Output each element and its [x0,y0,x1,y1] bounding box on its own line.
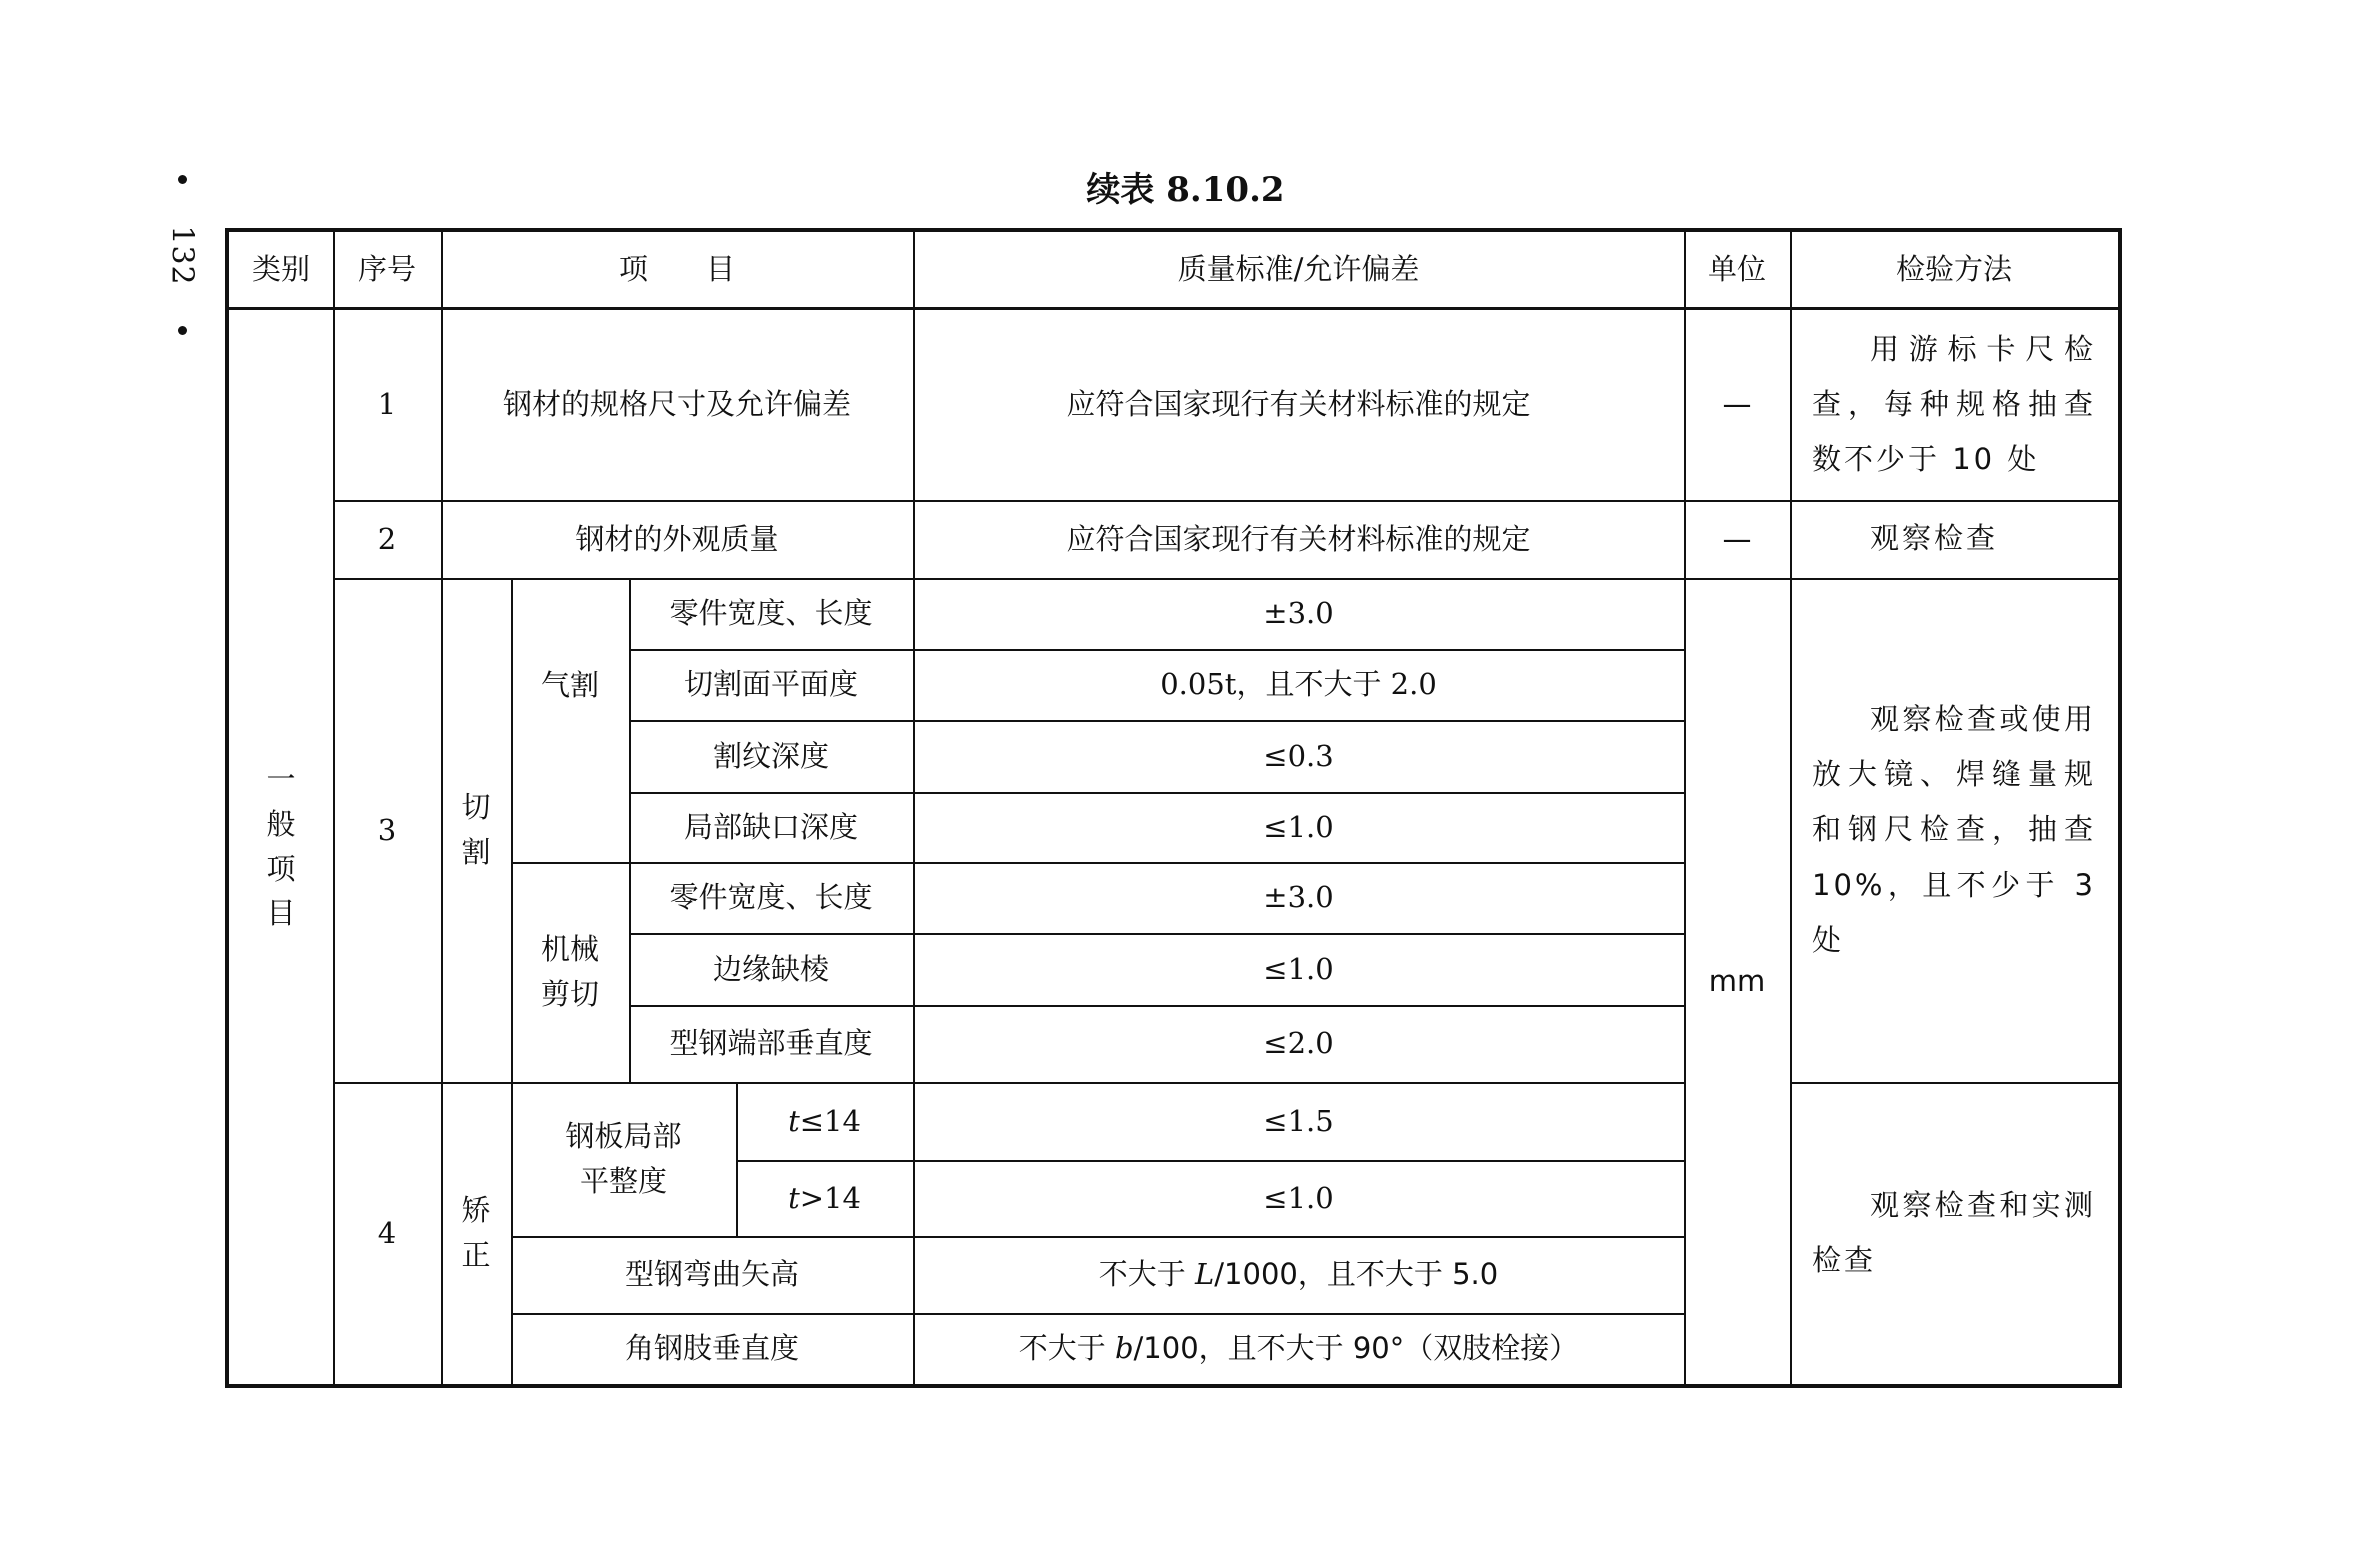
standard-text: /1000，且不大于 5.0 [1214,1257,1499,1292]
row3-seq: 3 [377,812,397,847]
flatness-standard-1: ≤1.5 [1263,1103,1334,1138]
category-char: 项 [266,851,296,886]
gas-standard-1: ±3.0 [1263,596,1334,631]
flatness-condition-2 [736,1160,913,1236]
angle-perpendicularity-item: 角钢肢垂直度 [624,1331,799,1366]
gas-standard-3: ≤0.3 [1263,738,1334,773]
subgroup-gas-cutting: 气割 [540,667,599,702]
row3-method [1790,578,2118,1082]
quality-table [225,228,2122,1388]
category-char: 一 [266,761,296,796]
gas-item-1: 零件宽度、长度 [669,596,873,631]
row1-method [1790,309,2118,500]
plate-flatness-label [511,1082,736,1236]
gas-item-2: 切割面平面度 [683,667,858,702]
var-t: t [788,1180,800,1215]
var-t: t [788,1103,800,1138]
header-category: 类别 [251,252,310,287]
category-char: 般 [266,806,296,841]
shared-unit-mm: mm [1708,963,1766,998]
row4-group-straightening [441,1082,511,1384]
mech-standard-2: ≤1.0 [1263,951,1334,986]
section-bending-item: 型钢弯曲矢高 [624,1257,799,1292]
row2-standard: 应符合国家现行有关材料标准的规定 [1066,521,1531,556]
header-seq: 序号 [357,252,416,287]
row2-unit: — [1722,521,1752,556]
flatness-standard-2: ≤1.0 [1263,1180,1334,1215]
subgroup-line: 机械 [540,932,599,967]
row2-seq: 2 [377,521,397,556]
row1-seq: 1 [377,387,397,422]
row2-method [1790,500,2118,578]
row4-seq: 4 [377,1215,397,1250]
mech-item-3: 型钢端部垂直度 [669,1026,873,1061]
var-b: b [1114,1331,1134,1366]
row4-method [1790,1082,2118,1384]
flatness-label-line: 钢板局部 [565,1119,682,1154]
row1-method-text: 用游标卡尺检查，每种规格抽查数不少于 10 处 [1812,331,2096,477]
gas-item-3: 割纹深度 [712,738,829,773]
row2-item: 钢材的外观质量 [575,521,779,556]
row3-group-cutting [441,578,511,1082]
row2-method-text: 观察检查 [1870,521,1999,556]
row1-item: 钢材的规格尺寸及允许偏差 [502,387,851,422]
mech-standard-3: ≤2.0 [1263,1026,1334,1061]
category-general-items [229,309,333,1384]
section-bending-standard [913,1236,1684,1313]
mech-item-2: 边缘缺棱 [712,951,829,986]
standard-text: /100，且不大于 90°（双肢栓接） [1133,1331,1579,1366]
angle-perpendicularity-standard [913,1313,1684,1384]
table-title: 续表 8.10.2 [1086,170,1285,210]
gas-standard-2: 0.05t，且不大于 2.0 [1160,667,1437,702]
condition-op: ≤14 [799,1103,861,1138]
gas-standard-4: ≤1.0 [1263,809,1334,844]
standard-text: 不大于 [1018,1331,1115,1366]
group-char: 矫 [461,1193,491,1228]
page-number-text: 132 [164,224,200,286]
header-method: 检验方法 [1895,252,2012,287]
group-char: 切 [461,790,491,825]
subgroup-mechanical-shearing [511,862,629,1082]
row1-unit: — [1722,387,1752,422]
subgroup-line: 剪切 [540,977,599,1011]
flatness-condition-1 [736,1082,913,1160]
category-char: 目 [266,896,296,931]
row4-method-text: 观察检查和实测检查 [1812,1187,2096,1277]
bullet-dot [178,326,187,335]
gas-item-4: 局部缺口深度 [683,809,858,844]
group-char: 正 [461,1238,491,1272]
row3-method-text: 观察检查或使用放大镜、焊缝量规和钢尺检查，抽查 10%，且不少于 3 处 [1812,702,2096,957]
header-unit: 单位 [1707,252,1766,287]
row1-standard: 应符合国家现行有关材料标准的规定 [1066,387,1531,422]
mech-standard-1: ±3.0 [1263,880,1334,915]
standard-text: 不大于 [1098,1257,1196,1292]
header-item: 项 目 [618,252,735,287]
var-L: L [1195,1257,1215,1292]
flatness-label-line: 平整度 [579,1164,667,1198]
header-standard: 质量标准/允许偏差 [1177,252,1420,287]
condition-op: >14 [799,1180,861,1215]
mech-item-1: 零件宽度、长度 [669,880,873,915]
group-char: 割 [461,835,491,869]
